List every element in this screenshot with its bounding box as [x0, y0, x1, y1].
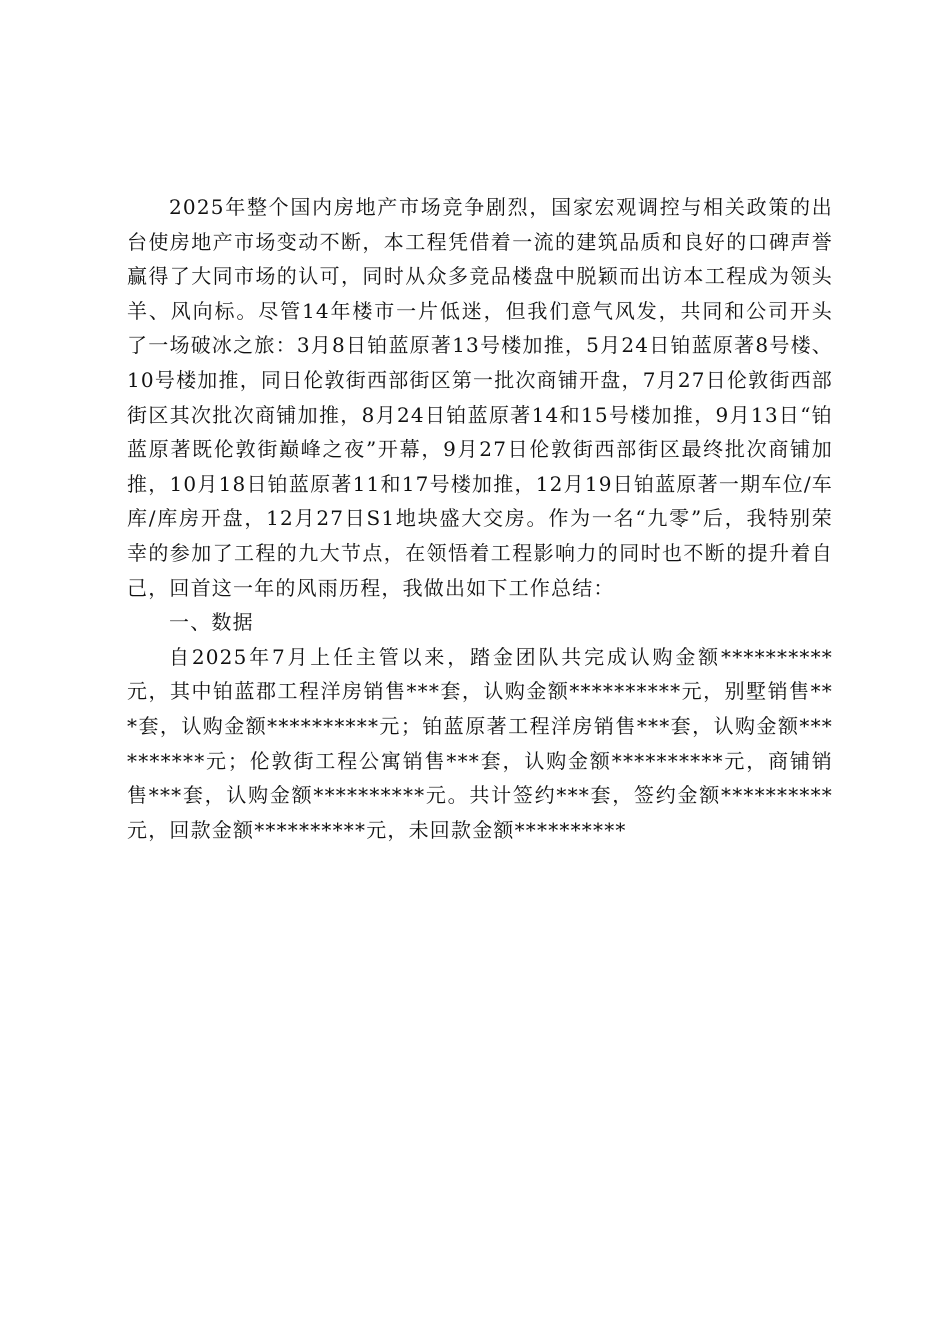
section-heading-data: 一、数据	[169, 610, 254, 635]
intro-paragraph: 2025年整个国内房地产市场竞争剧烈，国家宏观调控与相关政策的出台使房地产市场变动不断，本工程凭借着一流的建筑品质和良好的口碑声誉赢得了大同市场的认可，同时从众多竞品楼盘中脱颖而出访本工程成为领头羊、风向标。尽管14年楼市一片低迷，但我们意气风发，共同和公司开头了一场破冰之旅：3月8日铂蓝原著13号楼加推，5月24日铂蓝原著8号楼、10号楼加推，同日伦敦街西部街区第一批次商铺开盘，7月27日伦敦街西部街区其次批次商铺加推，8月24日铂蓝原著14和15号楼加推，9月13日“铂蓝原著既伦敦街巅峰之夜”开幕，9月27日伦敦街西部街区最终批次商铺加推，10月18日铂蓝原著11和17号楼加推，12月19日铂蓝原著一期车位/车库/库房开盘，12月27日S1地块盛大交房。作为一名“九零”后，我特别荣幸的参加了工程的九大节点，在领悟着工程影响力的同时也不断的提升着自己，回首这一年的风雨历程，我做出如下工作总结：	[127, 195, 833, 600]
document-body	[127, 190, 833, 847]
data-paragraph: 自2025年7月上任主管以来，踏金团队共完成认购金额**********元，其中铂蓝郡工程洋房销售***套，认购金额**********元，别墅销售***套，认购金额**********元；铂蓝原著工程洋房销售***套，认购金额**********元；伦敦街工程公寓销售***套，认购金额**********元，商铺销售***套，认购金额**********元。共计签约***套，签约金额**********元，回款金额**********元，未回款金额**********	[127, 644, 833, 842]
